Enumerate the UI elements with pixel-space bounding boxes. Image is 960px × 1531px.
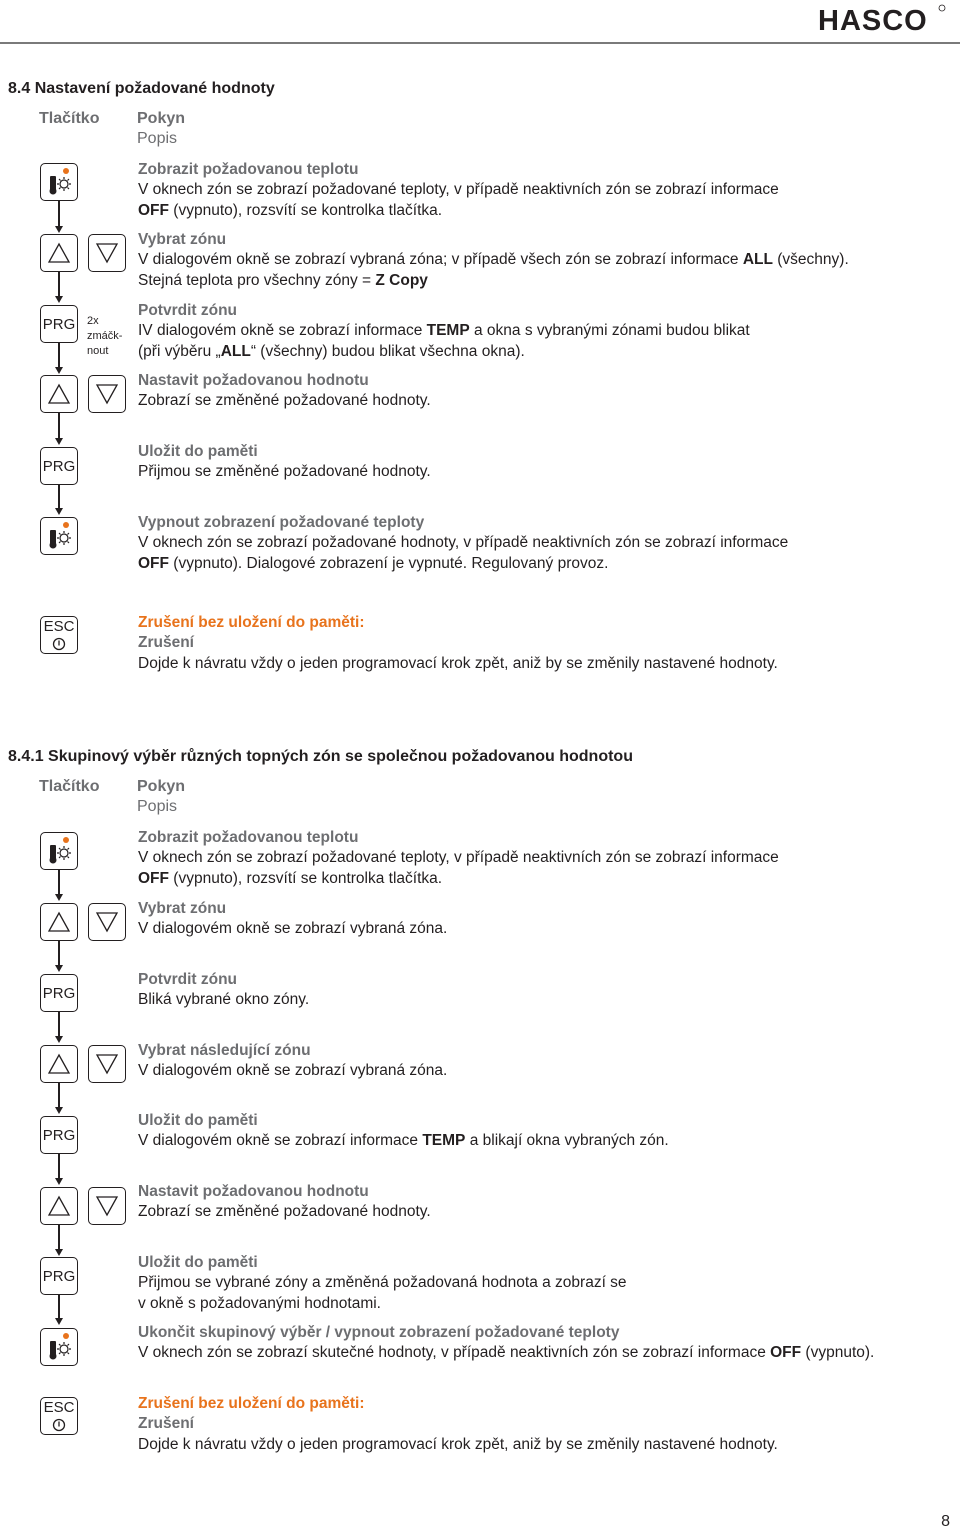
thermometer-lamp-icon (44, 1332, 74, 1362)
flow-arrow (55, 1249, 63, 1256)
section-heading: 8.4 Nastavení požadované hodnoty (8, 80, 275, 97)
step-title: Ukončit skupinový výběr / vypnout zobrazení požadované teploty (138, 1324, 620, 1341)
flow-connector (58, 413, 60, 440)
flow-connector (58, 485, 60, 510)
step-title: Vypnout zobrazení požadované teploty (138, 514, 425, 531)
column-label-desc: Popis (137, 130, 178, 147)
flow-connector (58, 1154, 60, 1180)
flow-arrow (55, 965, 63, 972)
hasco-logo (818, 4, 946, 34)
flow-arrow (55, 296, 63, 303)
thermometer-lamp-icon (44, 836, 74, 866)
flow-connector (58, 870, 60, 896)
triangle-down-icon (95, 1195, 119, 1217)
step-block (138, 899, 447, 940)
step-text: V oknech zón se zobrazí požadované teploty, v případě neaktivních zón se zobrazí informace (138, 181, 779, 199)
esc-button[interactable]: ESC (40, 616, 78, 654)
esc-button[interactable]: ESC (40, 1397, 78, 1435)
step-text: Bliká vybrané okno zóny. (138, 991, 310, 1009)
step-title: Vybrat následující zónu (138, 1042, 311, 1059)
triangle-down-icon (95, 911, 119, 933)
step-block (138, 1111, 669, 1152)
svg-text:HASCO: HASCO (818, 5, 928, 34)
column-label-desc: Popis (137, 798, 178, 815)
flow-connector (58, 343, 60, 369)
down-button[interactable] (88, 375, 126, 413)
prg-button[interactable]: PRG (40, 1257, 78, 1295)
step-title: Vybrat zónu (138, 900, 227, 917)
cancel-text: Dojde k návratu vždy o jeden programovací krok zpět, aniž by se změnily nastavené hodnoty. (138, 654, 778, 672)
up-button[interactable] (40, 1187, 78, 1225)
step-title: Uložit do paměti (138, 443, 258, 460)
triangle-up-icon (47, 383, 71, 405)
flow-arrow (55, 894, 63, 901)
flow-arrow (55, 367, 63, 374)
column-label-step: Pokyn (137, 110, 186, 127)
step-text: OFF (vypnuto). Dialogové zobrazení je vypnuté. Regulovaný provoz. (138, 554, 609, 572)
cancel-text: Dojde k návratu vždy o jeden programovací krok zpět, aniž by se změnily nastavené hodnoty. (138, 1435, 778, 1453)
step-block (138, 301, 750, 362)
column-label-step: Pokyn (137, 778, 186, 795)
step-text: V oknech zón se zobrazí požadované teploty, v případě neaktivních zón se zobrazí informace (138, 849, 779, 867)
prg-button[interactable]: PRG (40, 1116, 78, 1154)
step-text: Stejná teplota pro všechny zóny = Z Copy (138, 271, 428, 289)
flow-connector (58, 1225, 60, 1251)
setpoint-button[interactable] (40, 1328, 78, 1366)
step-title: Zobrazit požadovanou teplotu (138, 161, 359, 178)
step-block (138, 1253, 627, 1314)
step-block (138, 1182, 431, 1223)
up-button[interactable] (40, 234, 78, 272)
prg-button[interactable]: PRG (40, 974, 78, 1012)
triangle-down-icon (95, 1053, 119, 1075)
flow-connector (58, 201, 60, 228)
step-text: V oknech zón se zobrazí skutečné hodnoty, v případě neaktivních zón se zobrazí informace OFF (vypnuto). (138, 1344, 875, 1362)
flow-connector (58, 1012, 60, 1038)
up-button[interactable] (40, 375, 78, 413)
down-button[interactable] (88, 234, 126, 272)
step-text: Přijmou se změněné požadované hodnoty. (138, 463, 431, 481)
step-text: V dialogovém okně se zobrazí vybraná zóna. (138, 920, 448, 938)
step-text: IV dialogovém okně se zobrazí informace TEMP a okna s vybranými zónami budou blikat (138, 322, 750, 340)
step-text: OFF (vypnuto), rozsvítí se kontrolka tlačítka. (138, 201, 443, 219)
thermometer-lamp-icon (44, 167, 74, 197)
triangle-down-icon (95, 383, 119, 405)
step-text: V dialogovém okně se zobrazí vybraná zóna; v případě všech zón se zobrazí informace ALL (všechny). (138, 251, 849, 269)
step-text: Přijmou se vybrané zóny a změněná požadovaná hodnota a zobrazí se (138, 1274, 627, 1292)
subsection-heading: 8.4.1 Skupinový výběr různých topných zón se společnou požadovanou hodnotou (8, 748, 633, 765)
step-title: Nastavit požadovanou hodnotu (138, 372, 369, 389)
step-block (138, 828, 779, 889)
step-block (138, 970, 309, 1011)
step-text: V dialogovém okně se zobrazí vybraná zóna. (138, 1062, 448, 1080)
step-title: Vybrat zónu (138, 231, 227, 248)
triangle-down-icon (95, 242, 119, 264)
step-block (138, 513, 788, 574)
triangle-up-icon (47, 911, 71, 933)
flow-arrow (55, 226, 63, 233)
down-button[interactable] (88, 1187, 126, 1225)
column-label-button: Tlačítko (39, 110, 100, 127)
setpoint-button[interactable] (40, 163, 78, 201)
step-text: (při výběru „ALL“ (všechny) budou blikat všechna okna). (138, 342, 525, 360)
header-rule (0, 42, 960, 44)
step-block (138, 1041, 447, 1082)
step-text: Zobrazí se změněné požadované hodnoty. (138, 1203, 431, 1221)
flow-connector (58, 941, 60, 967)
flow-arrow (55, 508, 63, 515)
step-text: OFF (vypnuto), rozsvítí se kontrolka tlačítka. (138, 869, 443, 887)
step-title: Zobrazit požadovanou teplotu (138, 829, 359, 846)
cancel-title: Zrušení bez uložení do paměti: (138, 1395, 365, 1412)
step-block (138, 1323, 874, 1364)
down-button[interactable] (88, 903, 126, 941)
flow-arrow (55, 1178, 63, 1185)
triangle-up-icon (47, 1053, 71, 1075)
thermometer-lamp-icon (44, 521, 74, 551)
press-twice-note: 2x zmáčk- nout (87, 315, 123, 357)
prg-button[interactable]: PRG (40, 305, 78, 343)
up-button[interactable] (40, 903, 78, 941)
step-title: Potvrdit zónu (138, 971, 238, 988)
setpoint-button[interactable] (40, 517, 78, 555)
power-icon (52, 637, 66, 651)
setpoint-button[interactable] (40, 832, 78, 870)
up-button[interactable] (40, 1045, 78, 1083)
cancel-subtitle: Zrušení (138, 1415, 194, 1433)
flow-connector (58, 1295, 60, 1320)
step-block (138, 160, 779, 221)
step-title: Potvrdit zónu (138, 302, 238, 319)
triangle-up-icon (47, 1195, 71, 1217)
step-block (138, 442, 431, 483)
step-text: Zobrazí se změněné požadované hodnoty. (138, 392, 431, 410)
flow-arrow (55, 438, 63, 445)
flow-arrow (55, 1107, 63, 1114)
step-title: Uložit do paměti (138, 1254, 258, 1271)
column-label-button: Tlačítko (39, 778, 100, 795)
step-title: Nastavit požadovanou hodnotu (138, 1183, 369, 1200)
step-text: V oknech zón se zobrazí požadované hodnoty, v případě neaktivních zón se zobrazí informace (138, 534, 789, 552)
flow-connector (58, 1083, 60, 1109)
step-text: v okně s požadovanými hodnotami. (138, 1294, 381, 1312)
step-block (138, 371, 431, 412)
step-title: Uložit do paměti (138, 1112, 258, 1129)
step-block (138, 230, 849, 291)
page-number: 8 (941, 1513, 950, 1530)
cancel-title: Zrušení bez uložení do paměti: (138, 614, 365, 631)
flow-arrow (55, 1318, 63, 1325)
prg-button[interactable]: PRG (40, 447, 78, 485)
flow-connector (58, 272, 60, 298)
cancel-block (138, 613, 778, 674)
cancel-subtitle: Zrušení (138, 634, 194, 652)
power-icon (52, 1418, 66, 1432)
step-text: V dialogovém okně se zobrazí informace TEMP a blikají okna vybraných zón. (138, 1132, 669, 1150)
triangle-up-icon (47, 242, 71, 264)
flow-arrow (55, 1036, 63, 1043)
cancel-block (138, 1394, 778, 1455)
down-button[interactable] (88, 1045, 126, 1083)
